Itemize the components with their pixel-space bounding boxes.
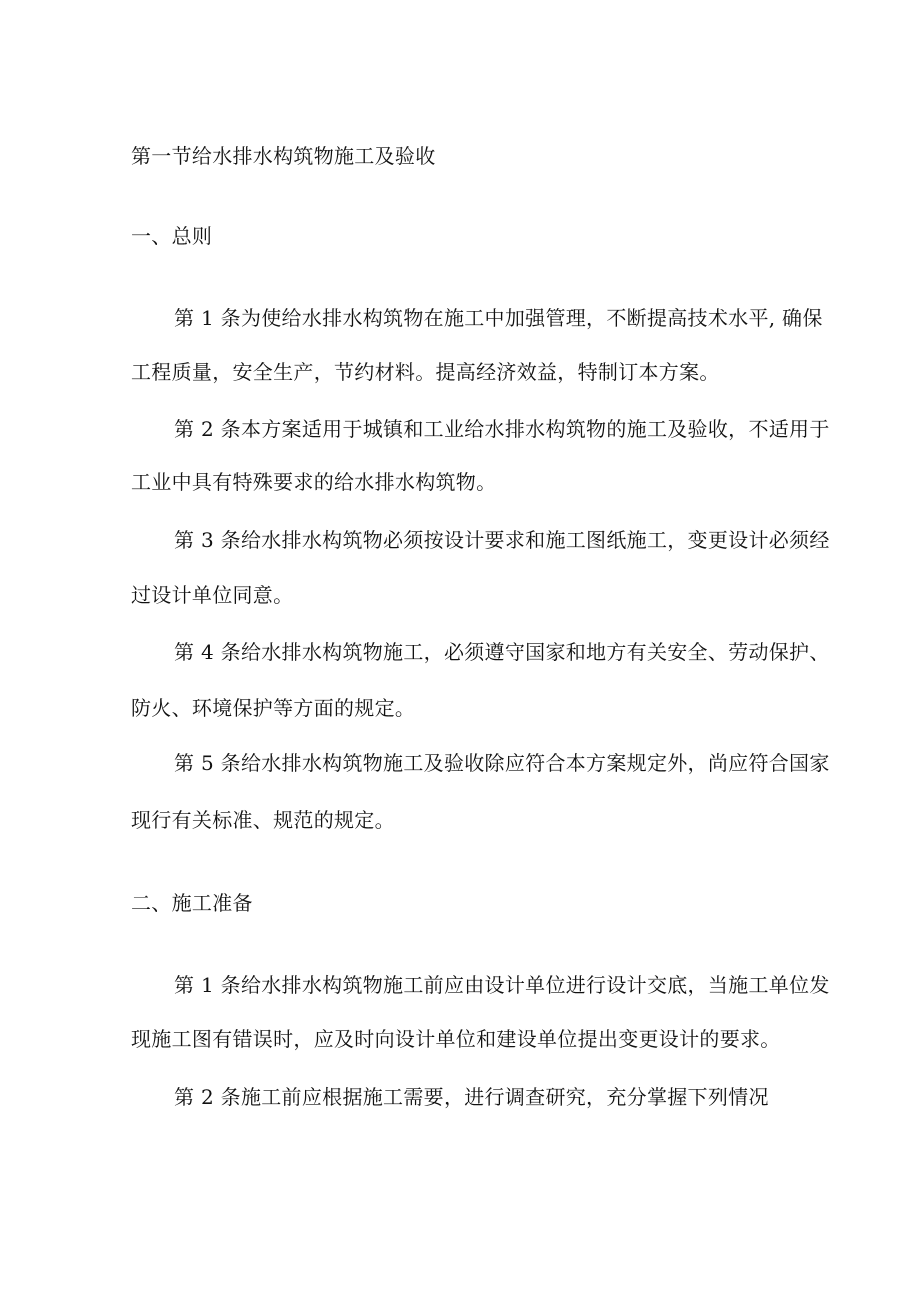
section-heading-preparation: 二、施工准备 (131, 891, 253, 915)
article-3-line-1: 第 3 条给水排水构筑物必须按设计要求和施工图纸施工，变更设计必须经 (174, 528, 830, 552)
prep-article-1-line-2: 现施工图有错误时，应及时向设计单位和建设单位提出变更设计的要求。 (131, 1027, 781, 1051)
article-3-line-2: 过设计单位同意。 (131, 583, 294, 607)
article-1-line-1: 第 1 条为使给水排水构筑物在施工中加强管理，不断提高技术水平, 确保 (174, 306, 823, 330)
section-heading-general: 一、总则 (131, 224, 213, 248)
article-1-line-2: 工程质量，安全生产，节约材料。提高经济效益，特制订本方案。 (131, 360, 720, 384)
prep-article-2-line-1: 第 2 条施工前应根据施工需要，进行调查研究，充分掌握下列情况 (174, 1085, 769, 1109)
article-2-line-1: 第 2 条本方案适用于城镇和工业给水排水构筑物的施工及验收，不适用于 (174, 417, 830, 441)
article-2-line-2: 工业中具有特殊要求的给水排水构筑物。 (131, 470, 497, 494)
prep-article-1-line-1: 第 1 条给水排水构筑物施工前应由设计单位进行设计交底，当施工单位发 (174, 973, 830, 997)
article-4-line-2: 防火、环境保护等方面的规定。 (131, 696, 416, 720)
article-5-line-2: 现行有关标准、规范的规定。 (131, 808, 395, 832)
article-5-line-1: 第 5 条给水排水构筑物施工及验收除应符合本方案规定外，尚应符合国家 (174, 751, 830, 775)
document-title: 第一节给水排水构筑物施工及验收 (131, 144, 436, 168)
article-4-line-1: 第 4 条给水排水构筑物施工，必须遵守国家和地方有关安全、劳动保护、 (174, 640, 830, 664)
